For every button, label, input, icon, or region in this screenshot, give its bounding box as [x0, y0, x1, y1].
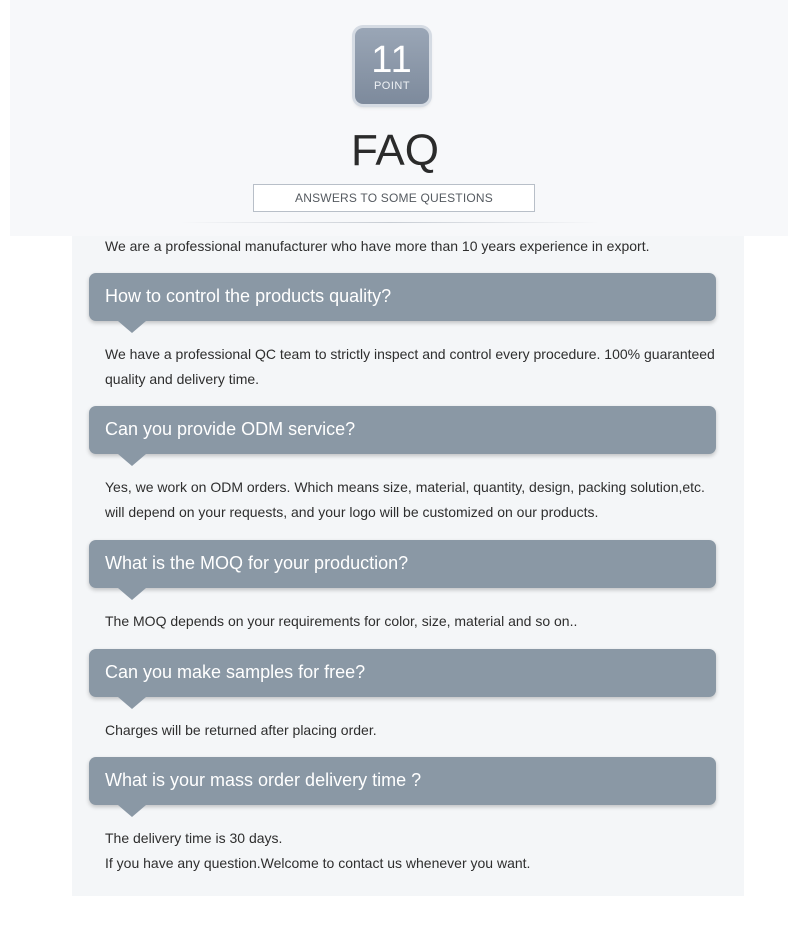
subtitle-box: ANSWERS TO SOME QUESTIONS: [253, 184, 535, 212]
intro-text: We are a professional manufacturer who have more than 10 years experience in export.: [105, 238, 650, 254]
faq-answer-line: Charges will be returned after placing order.: [105, 722, 377, 738]
point-badge: [355, 28, 429, 104]
faq-answer-line: will depend on your requests, and your logo will be customized on our products.: [105, 504, 599, 520]
faq-question-bar: [89, 757, 716, 805]
faq-question: How to control the products quality?: [105, 286, 392, 306]
faq-question: What is the MOQ for your production?: [105, 553, 409, 573]
faq-answer-line: We have a professional QC team to strictly inspect and control every procedure. 100% guaranteed: [105, 346, 715, 362]
divider: [180, 222, 600, 223]
page-title: FAQ: [350, 126, 440, 175]
faq-question: What is your mass order delivery time ?: [105, 770, 422, 790]
faq-answer-line: If you have any question.Welcome to contact us whenever you want.: [105, 855, 531, 871]
faq-question: Can you make samples for free?: [105, 662, 366, 682]
faq-question-bar: [89, 406, 716, 454]
faq-answer-line: quality and delivery time.: [105, 371, 260, 387]
faq-answer-line: The MOQ depends on your requirements for color, size, material and so on..: [105, 613, 578, 629]
faq-question-bar: [89, 540, 716, 588]
badge-number: 11: [371, 39, 413, 81]
badge-label: POINT: [373, 80, 411, 92]
faq-answer-line: Yes, we work on ODM orders. Which means size, material, quantity, design, packing solution,etc.: [105, 479, 705, 495]
faq-question: Can you provide ODM service?: [105, 419, 356, 439]
faq-question-bar: [89, 649, 716, 697]
faq-answer-line: The delivery time is 30 days.: [105, 830, 283, 846]
faq-question-bar: [89, 273, 716, 321]
